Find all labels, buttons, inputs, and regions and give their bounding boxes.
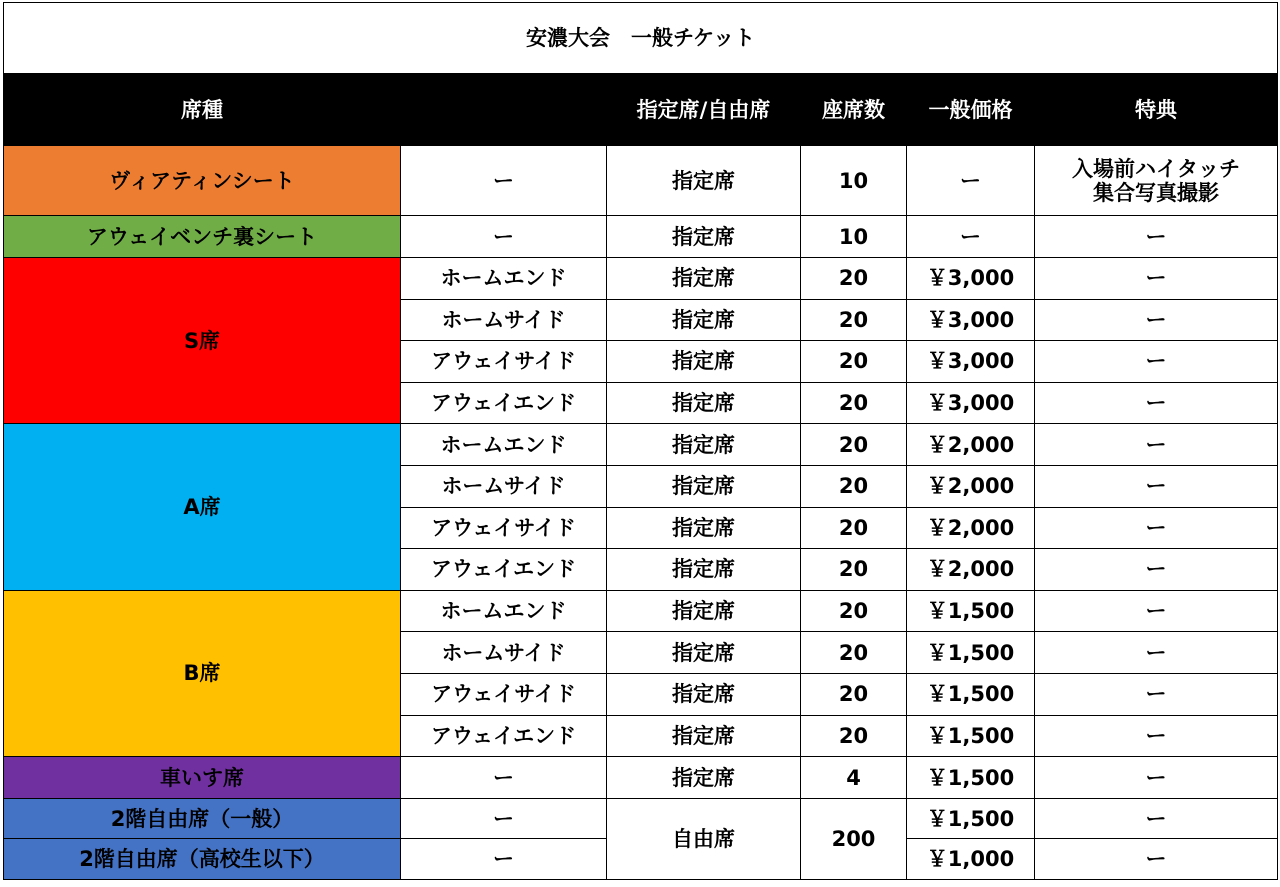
area-cell: ー xyxy=(401,757,607,799)
seats-cell: 20 xyxy=(801,674,907,716)
perk-line: 入場前ハイタッチ xyxy=(1072,156,1241,181)
price-cell: ￥3,000 xyxy=(907,341,1035,383)
perk-cell: ー xyxy=(1035,715,1278,757)
price-cell: ￥1,500 xyxy=(907,590,1035,632)
type-cell: 指定席 xyxy=(607,299,801,341)
seats-cell: 200 xyxy=(801,798,907,879)
type-cell: 指定席 xyxy=(607,382,801,424)
seat-class-vip: ヴィアティンシート xyxy=(4,145,401,215)
area-cell: ホームサイド xyxy=(401,466,607,508)
header-seat-class: 席種 xyxy=(4,74,401,145)
header-seat-count: 座席数 xyxy=(801,74,907,145)
price-cell: ￥1,500 xyxy=(907,674,1035,716)
seats-cell: 20 xyxy=(801,507,907,549)
perk-cell: ー xyxy=(1035,299,1278,341)
table-row xyxy=(4,145,1278,215)
type-cell: 指定席 xyxy=(607,145,801,215)
price-cell: ￥1,500 xyxy=(907,798,1035,839)
type-cell: 指定席 xyxy=(607,507,801,549)
ticket-table xyxy=(3,2,1278,880)
price-cell: ￥3,000 xyxy=(907,382,1035,424)
perk-cell: ー xyxy=(1035,839,1278,880)
seats-cell: 20 xyxy=(801,341,907,383)
perk-line: 集合写真撮影 xyxy=(1093,180,1220,205)
price-cell: ￥2,000 xyxy=(907,466,1035,508)
price-cell: ￥3,000 xyxy=(907,257,1035,299)
seat-class-b: B席 xyxy=(4,590,401,756)
perk-cell: ー xyxy=(1035,507,1278,549)
type-cell: 指定席 xyxy=(607,590,801,632)
seat-class-away-bench: アウェイベンチ裏シート xyxy=(4,216,401,258)
seats-cell: 20 xyxy=(801,632,907,674)
table-row xyxy=(4,424,1278,466)
area-cell: ー xyxy=(401,145,607,215)
seats-cell: 10 xyxy=(801,145,907,215)
seat-class-free-general: 2階自由席（一般） xyxy=(4,798,401,839)
seats-cell: 20 xyxy=(801,382,907,424)
perk-cell: ー xyxy=(1035,216,1278,258)
type-cell: 指定席 xyxy=(607,757,801,799)
price-cell: ￥1,500 xyxy=(907,715,1035,757)
table-row xyxy=(4,257,1278,299)
table-title: 安濃大会 一般チケット xyxy=(4,3,1278,74)
type-cell: 指定席 xyxy=(607,715,801,757)
type-cell: 指定席 xyxy=(607,632,801,674)
area-cell: アウェイエンド xyxy=(401,382,607,424)
type-cell: 指定席 xyxy=(607,341,801,383)
seat-class-a: A席 xyxy=(4,424,401,590)
perk-cell: ー xyxy=(1035,424,1278,466)
header-row xyxy=(4,74,1278,145)
price-cell: ￥1,500 xyxy=(907,757,1035,799)
type-cell: 指定席 xyxy=(607,216,801,258)
seats-cell: 4 xyxy=(801,757,907,799)
seat-class-free-student: 2階自由席（高校生以下） xyxy=(4,839,401,880)
table-row xyxy=(4,590,1278,632)
perk-cell: ー xyxy=(1035,757,1278,799)
seats-cell: 20 xyxy=(801,466,907,508)
area-cell: ホームサイド xyxy=(401,632,607,674)
area-cell: アウェイサイド xyxy=(401,341,607,383)
price-cell: ー xyxy=(907,216,1035,258)
header-perks: 特典 xyxy=(1035,74,1278,145)
price-cell: ￥3,000 xyxy=(907,299,1035,341)
perk-cell: ー xyxy=(1035,590,1278,632)
area-cell: ホームエンド xyxy=(401,257,607,299)
perk-cell: ー xyxy=(1035,466,1278,508)
table-row xyxy=(4,216,1278,258)
area-cell: アウェイエンド xyxy=(401,549,607,591)
perk-cell: ー xyxy=(1035,257,1278,299)
perk-cell: ー xyxy=(1035,341,1278,383)
price-cell: ￥1,500 xyxy=(907,632,1035,674)
price-cell: ￥1,000 xyxy=(907,839,1035,880)
perk-cell: ー xyxy=(1035,382,1278,424)
area-cell: ー xyxy=(401,216,607,258)
type-cell: 指定席 xyxy=(607,466,801,508)
area-cell: アウェイサイド xyxy=(401,507,607,549)
seats-cell: 20 xyxy=(801,715,907,757)
price-cell: ー xyxy=(907,145,1035,215)
seats-cell: 20 xyxy=(801,257,907,299)
area-cell: ホームエンド xyxy=(401,590,607,632)
area-cell: アウェイサイド xyxy=(401,674,607,716)
area-cell: ー xyxy=(401,839,607,880)
type-cell: 自由席 xyxy=(607,798,801,879)
perk-cell xyxy=(1035,145,1278,215)
seat-class-wheelchair: 車いす席 xyxy=(4,757,401,799)
type-cell: 指定席 xyxy=(607,257,801,299)
price-cell: ￥2,000 xyxy=(907,507,1035,549)
price-cell: ￥2,000 xyxy=(907,424,1035,466)
seats-cell: 20 xyxy=(801,590,907,632)
seats-cell: 10 xyxy=(801,216,907,258)
seat-class-s: S席 xyxy=(4,257,401,423)
table-row xyxy=(4,798,1278,839)
header-reserved-type: 指定席/自由席 xyxy=(607,74,801,145)
seats-cell: 20 xyxy=(801,549,907,591)
header-area xyxy=(401,74,607,145)
area-cell: アウェイエンド xyxy=(401,715,607,757)
perk-cell: ー xyxy=(1035,632,1278,674)
header-price: 一般価格 xyxy=(907,74,1035,145)
area-cell: ホームエンド xyxy=(401,424,607,466)
perk-cell: ー xyxy=(1035,549,1278,591)
seats-cell: 20 xyxy=(801,299,907,341)
table-row xyxy=(4,757,1278,799)
type-cell: 指定席 xyxy=(607,549,801,591)
price-cell: ￥2,000 xyxy=(907,549,1035,591)
area-cell: ホームサイド xyxy=(401,299,607,341)
perk-cell: ー xyxy=(1035,674,1278,716)
type-cell: 指定席 xyxy=(607,674,801,716)
perk-cell: ー xyxy=(1035,798,1278,839)
seats-cell: 20 xyxy=(801,424,907,466)
type-cell: 指定席 xyxy=(607,424,801,466)
area-cell: ー xyxy=(401,798,607,839)
